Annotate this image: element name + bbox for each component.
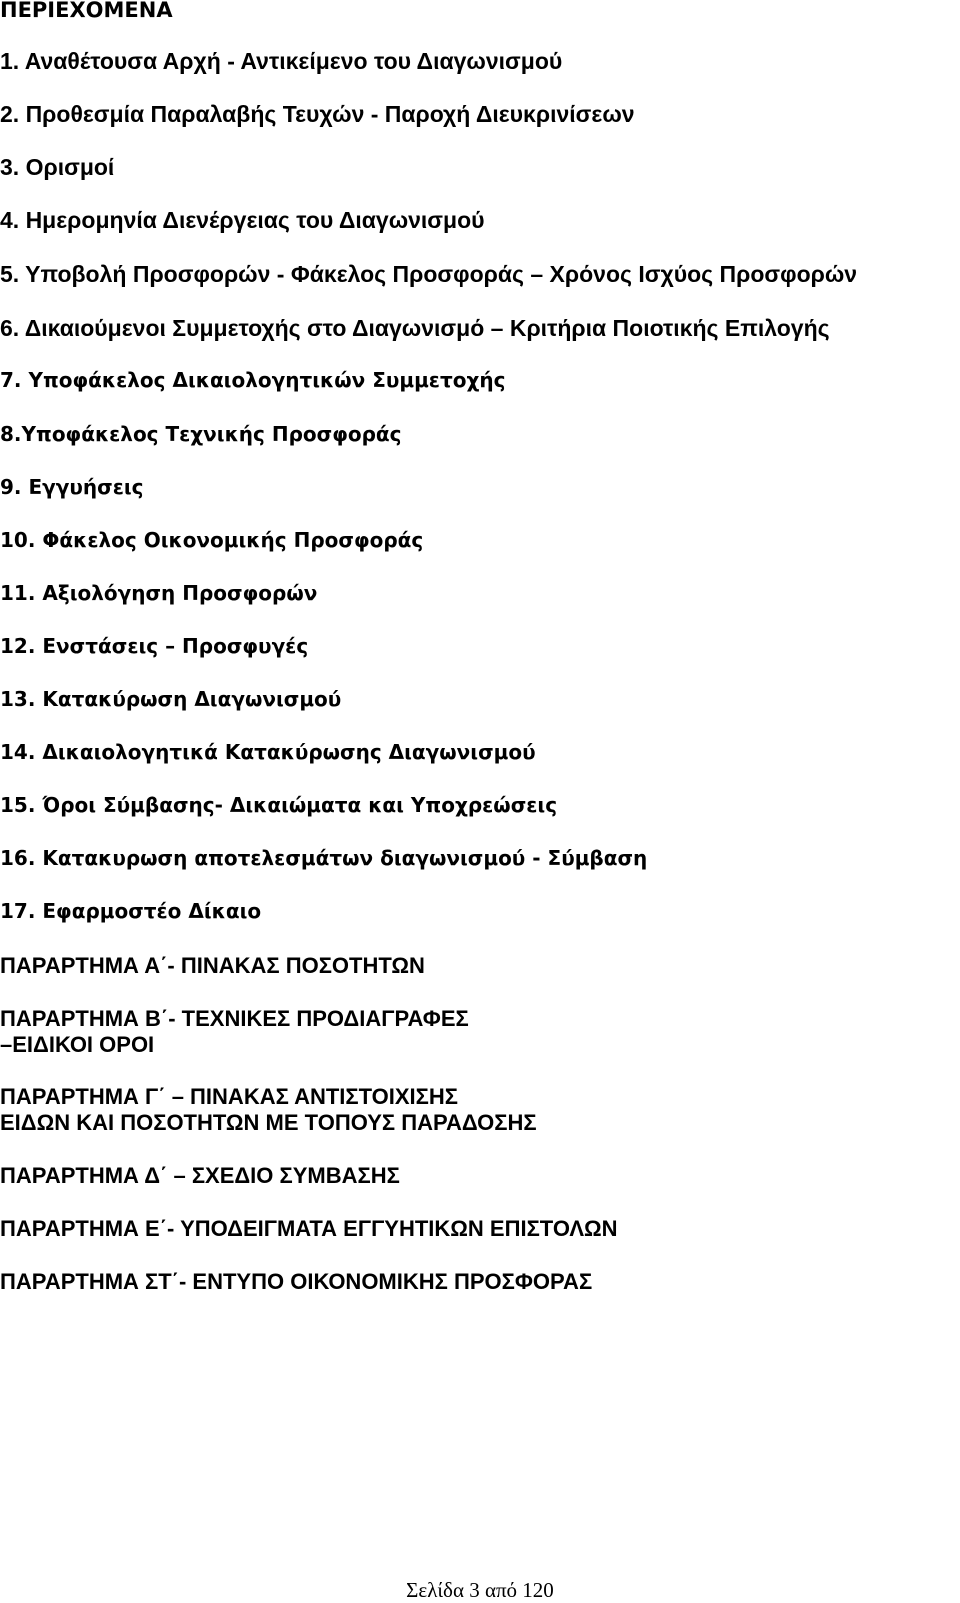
toc-item-1: 1. Αναθέτουσα Αρχή - Αντικείμενο του Διαγωνισμού <box>0 48 563 74</box>
page-number-footer: Σελίδα 3 από 120 <box>406 1578 554 1602</box>
toc-item-7: 7. Υποφάκελος Δικαιολογητικών Συμμετοχής <box>0 368 506 392</box>
toc-item-8: 8.Υποφάκελος Τεχνικής Προσφοράς <box>0 422 402 446</box>
toc-item-4: 4. Ημερομηνία Διενέργειας του Διαγωνισμού <box>0 207 485 233</box>
toc-item-14: 14. Δικαιολογητικά Κατακύρωσης Διαγωνισμού <box>0 740 536 764</box>
toc-item-13: 13. Κατακύρωση Διαγωνισμού <box>0 687 342 711</box>
toc-item-5: 5. Υποβολή Προσφορών - Φάκελος Προσφοράς – Χρόνος Ισχύος Προσφορών <box>0 261 858 287</box>
toc-item-3: 3. Ορισμοί <box>0 154 115 180</box>
annex-c-line1: ΠΑΡΑΡΤΗΜΑ Γ΄ – ΠΙΝΑΚΑΣ ΑΝΤΙΣΤΟΙΧΙΣΗΣ <box>0 1084 458 1109</box>
annex-b-line2: –ΕΙΔΙΚΟΙ ΟΡΟΙ <box>0 1032 155 1057</box>
annex-b-line1: ΠΑΡΑΡΤΗΜΑ Β΄- ΤΕΧΝΙΚΕΣ ΠΡΟΔΙΑΓΡΑΦΕΣ <box>0 1006 469 1031</box>
toc-item-10: 10. Φάκελος Οικονομικής Προσφοράς <box>0 528 424 552</box>
toc-item-16: 16. Κατακυρωση αποτελεσμάτων διαγωνισμού - Σύμβαση <box>0 846 648 870</box>
annex-e: ΠΑΡΑΡΤΗΜΑ Ε΄- ΥΠΟΔΕΙΓΜΑΤΑ ΕΓΓΥΗΤΙΚΩΝ ΕΠΙΣΤΟΛΩΝ <box>0 1216 618 1241</box>
annex-st: ΠΑΡΑΡΤΗΜΑ ΣΤ΄- ΕΝΤΥΠΟ ΟΙΚΟΝΟΜΙΚΗΣ ΠΡΟΣΦΟΡΑΣ <box>0 1269 593 1294</box>
toc-item-9: 9. Εγγυήσεις <box>0 475 144 499</box>
toc-heading: ΠΕΡΙΕΧΟΜΕΝΑ <box>0 0 173 22</box>
annex-a: ΠΑΡΑΡΤΗΜΑ Α΄- ΠΙΝΑΚΑΣ ΠΟΣΟΤΗΤΩΝ <box>0 953 425 978</box>
toc-item-6: 6. Δικαιούμενοι Συμμετοχής στο Διαγωνισμό – Κριτήρια Ποιοτικής Επιλογής <box>0 315 830 341</box>
annex-c-line2: ΕΙΔΩΝ ΚΑΙ ΠΟΣΟΤΗΤΩΝ ΜΕ ΤΟΠΟΥΣ ΠΑΡΑΔΟΣΗΣ <box>0 1110 537 1135</box>
annex-d: ΠΑΡΑΡΤΗΜΑ Δ΄ – ΣΧΕΔΙΟ ΣΥΜΒΑΣΗΣ <box>0 1163 400 1188</box>
toc-item-2: 2. Προθεσμία Παραλαβής Τευχών - Παροχή Διευκρινίσεων <box>0 101 635 127</box>
toc-item-17: 17. Εφαρμοστέο Δίκαιο <box>0 899 262 923</box>
toc-item-12: 12. Ενστάσεις – Προσφυγές <box>0 634 309 658</box>
toc-item-15: 15. Όροι Σύμβασης- Δικαιώματα και Υποχρεώσεις <box>0 793 558 817</box>
toc-item-11: 11. Αξιολόγηση Προσφορών <box>0 581 318 605</box>
